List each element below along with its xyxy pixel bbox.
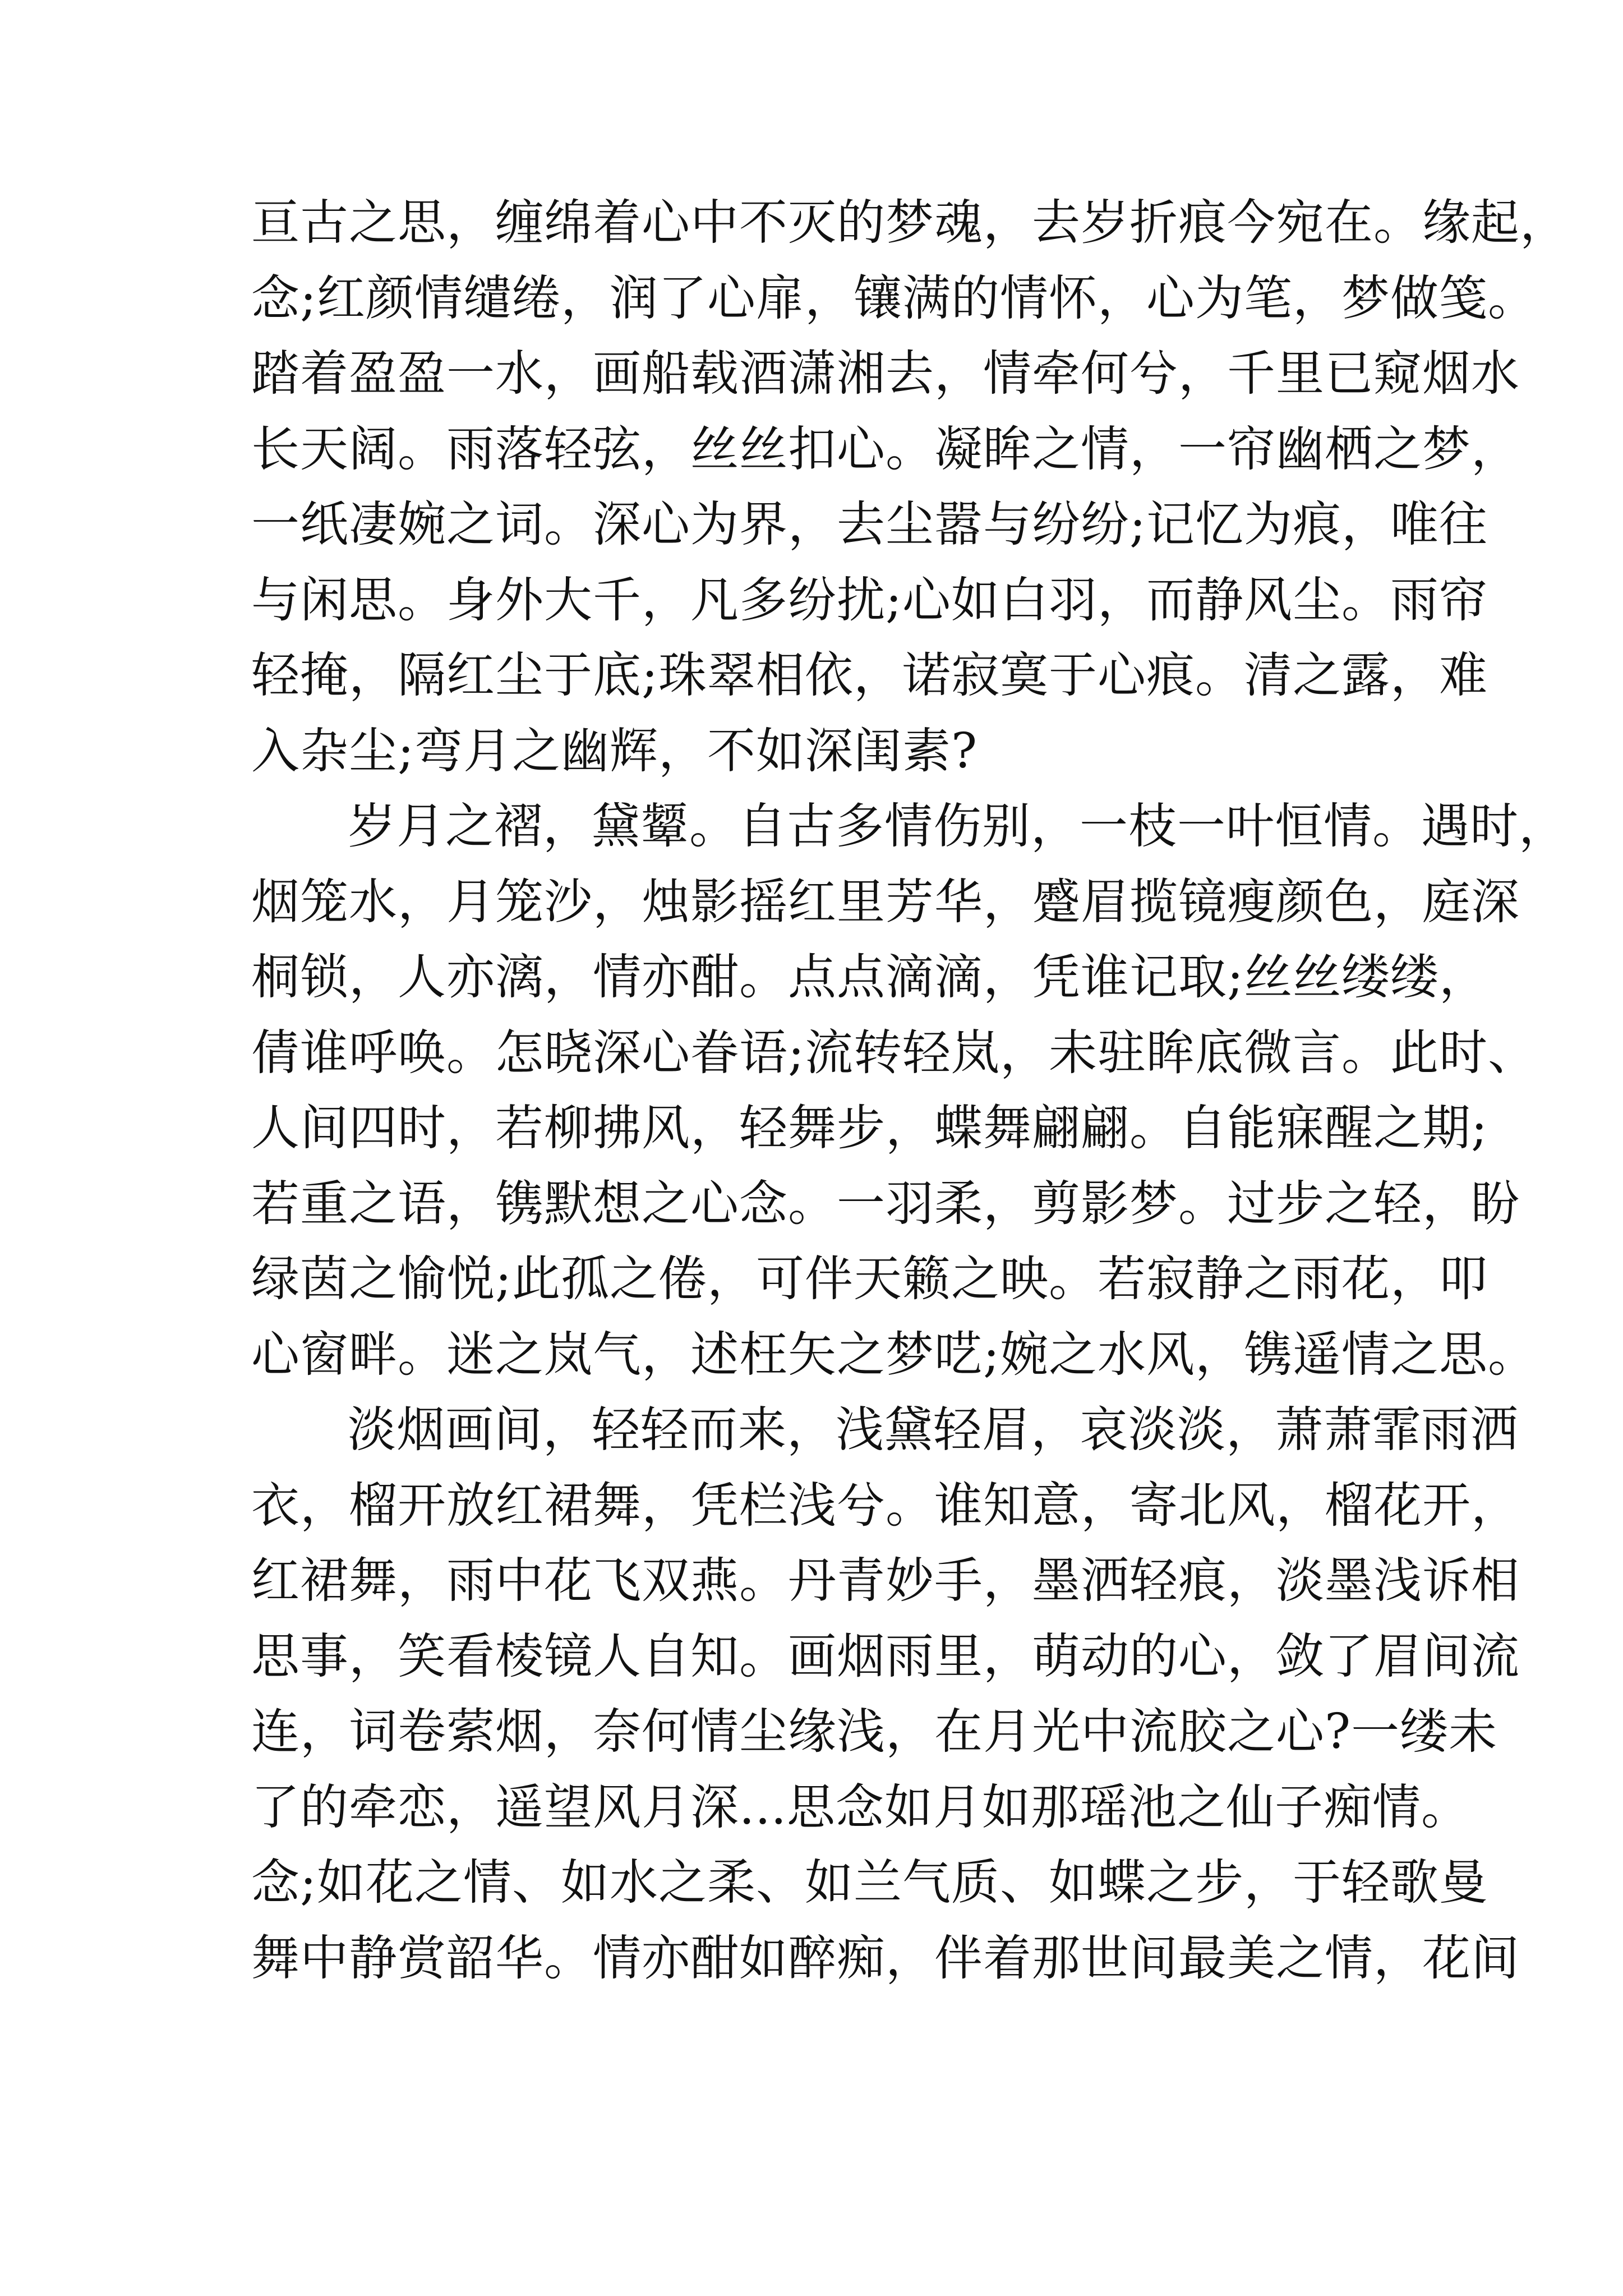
text-line: 烟笼水，月笼沙，烛影摇红里芳华，蹙眉揽镜瘦颜色，庭深 bbox=[251, 873, 1520, 930]
text-line: 踏着盈盈一水，画船载酒潇湘去，情牵何兮，千里已窥烟水 bbox=[251, 346, 1520, 402]
text-line: 亘古之思，缠绵着心中不灭的梦魂，去岁折痕今宛在。缘起， bbox=[251, 195, 1569, 251]
text-line: 绿茵之愉悦;此孤之倦，可伴天籁之映。若寂静之雨花，叩 bbox=[251, 1251, 1488, 1307]
text-line: 连，词卷萦烟，奈何情尘缘浅，在月光中流胶之心?一缕未 bbox=[251, 1704, 1498, 1760]
text-line: 思事，笑看棱镜人自知。画烟雨里，萌动的心，敛了眉间流 bbox=[251, 1628, 1520, 1685]
text-line: 人间四时，若柳拂风，轻舞步，蝶舞翩翩。自能寐醒之期; bbox=[251, 1100, 1488, 1156]
text-line: 念;红颜情缱绻，润了心扉，镶满的情怀，心为笔，梦做笺。 bbox=[251, 270, 1537, 326]
text-line: 桐锁，人亦漓，情亦酣。点点滴滴，凭谁记取;丝丝缕缕， bbox=[251, 949, 1488, 1005]
text-line: 心窗畔。迷之岚气，述枉矢之梦呓;婉之水风，镌遥情之思。 bbox=[251, 1326, 1537, 1383]
text-line: 入杂尘;弯月之幽辉，不如深闺素? bbox=[251, 723, 978, 779]
text-line: 若重之语，镌默想之心念。一羽柔，剪影梦。过步之轻，盼 bbox=[251, 1175, 1520, 1232]
text-line: 念;如花之情、如水之柔、如兰气质、如蝶之步，于轻歌曼 bbox=[251, 1855, 1488, 1911]
text-line: 舞中静赏韶华。情亦酣如醉痴，伴着那世间最美之情，花间 bbox=[251, 1930, 1520, 1986]
text-line: 倩谁呼唤。怎晓深心眷语;流转轻岚，未驻眸底微言。此时、 bbox=[251, 1024, 1537, 1081]
paragraph-start-line: 淡烟画间，轻轻而来，浅黛轻眉，哀淡淡，萧萧霏雨洒 bbox=[348, 1402, 1519, 1458]
text-line: 与闲思。身外大千，凡多纷扰;心如白羽，而静风尘。雨帘 bbox=[251, 572, 1488, 628]
text-line: 衣，榴开放红裙舞，凭栏浅兮。谁知意，寄北风，榴花开， bbox=[251, 1477, 1520, 1534]
body-text bbox=[251, 185, 1569, 1996]
text-line: 红裙舞，雨中花飞双燕。丹青妙手，墨洒轻痕，淡墨浅诉相 bbox=[251, 1553, 1520, 1609]
text-line: 了的牵恋，遥望风月深...思念如月如那瑶池之仙子痴情。 bbox=[251, 1779, 1470, 1835]
text-line: 一纸凄婉之词。深心为界，去尘嚣与纷纷;记忆为痕，唯往 bbox=[251, 496, 1488, 553]
text-line: 轻掩，隔红尘于底;珠翠相依，诺寂寞于心痕。清之露，难 bbox=[251, 647, 1488, 703]
text-line: 长天阔。雨落轻弦，丝丝扣心。凝眸之情，一帘幽栖之梦， bbox=[251, 421, 1520, 477]
paragraph-start-line: 岁月之褶，黛颦。自古多情伤别，一枝一叶恒情。遇时， bbox=[348, 798, 1567, 854]
